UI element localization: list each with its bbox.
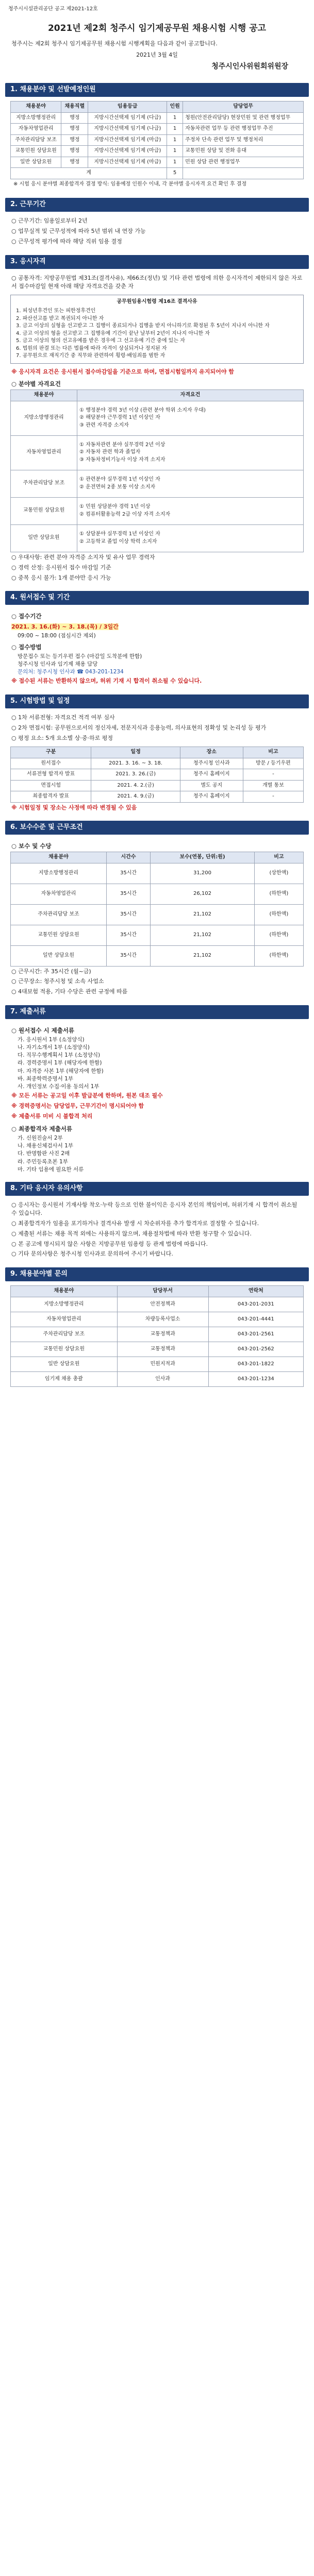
- list-item: 사. 개인정보 수집·이용 동의서 1부: [18, 1083, 100, 1090]
- cell: 자동차영업관리: [11, 884, 107, 904]
- table-row: [11, 112, 304, 124]
- cell: 교통민원 상담요원: [11, 497, 77, 524]
- section-9-header: 9. 채용분야별 문의: [5, 1267, 309, 1281]
- contact-table-wrap: [5, 1285, 309, 1387]
- table-row: [11, 1297, 304, 1312]
- cell: 일반 상담요원: [11, 945, 107, 966]
- cell: 주차관리담당 보조: [11, 134, 61, 146]
- cell: ① 자동차관련 분야 실무경력 2년 이상 ② 자동차 관련 학과 졸업자 ③ 자동차정비기능사 이상 자격 소지자: [77, 435, 304, 470]
- cell: 2021. 4. 2.(금): [91, 780, 180, 791]
- cell: 주정차 단속 관련 업무 및 행정처리: [183, 134, 304, 146]
- th: 시간수: [106, 852, 150, 863]
- table-row: [11, 945, 304, 966]
- cell: 행정: [61, 124, 88, 135]
- contact-table: [10, 1285, 304, 1387]
- cell: 교통민원 상담요원: [11, 1342, 118, 1357]
- table-row: [11, 470, 304, 497]
- schedule-table-wrap: [5, 747, 309, 803]
- cell: 지방시간선택제 임기제 (마급): [88, 157, 167, 168]
- place-value: 청주시청 인사과 임기제 채용 담당: [18, 661, 98, 668]
- cell: 21,102: [151, 945, 255, 966]
- list-item: ○ 근무성적 평가에 따라 해당 직위 임용 결정: [11, 238, 122, 245]
- table-row: [11, 134, 304, 146]
- table-row: [11, 791, 304, 803]
- total-value: 5: [167, 168, 183, 179]
- cell: (하한액): [254, 925, 303, 945]
- period-label: ○ 접수기간: [11, 613, 42, 620]
- section-7-header: 7. 제출서류: [5, 1005, 309, 1019]
- table-header-row: [11, 1286, 304, 1297]
- cell: 청주시 홈페이지: [180, 769, 243, 781]
- list-item: 나. 채용신체검사서 1부: [18, 1143, 73, 1149]
- cell: (하한액): [254, 904, 303, 925]
- cell: 21,102: [151, 925, 255, 945]
- table-header-row: [11, 747, 304, 758]
- section-5-warning: ※ 시험일정 및 장소는 사정에 따라 변경될 수 있음: [11, 804, 137, 811]
- cell: 2021. 4. 9.(금): [91, 791, 180, 803]
- list-item: 마. 자격증 사본 1부 (해당자에 한함): [18, 1067, 104, 1074]
- list-item: 가. 신원진술서 2부: [18, 1134, 63, 1141]
- cell: -: [243, 791, 303, 803]
- th-series: 채용직렬: [61, 101, 88, 113]
- th-field: 채용분야: [11, 390, 77, 401]
- list-item: ※ 모든 서류는 공고일 이후 발급분에 한하며, 원본 대조 필수: [11, 1092, 163, 1099]
- list-item: 1. 피성년후견인 또는 피한정후견인: [16, 308, 96, 314]
- section-2-header: 2. 근무기간: [5, 198, 309, 212]
- list-item: ○ 중복 응시 불가: 1개 분야만 응시 가능: [11, 574, 111, 581]
- list-item: 가. 응시원서 1부 (소정양식): [18, 1036, 85, 1043]
- cell: 043-201-4441: [208, 1312, 303, 1327]
- cell: 26,102: [151, 884, 255, 904]
- list-item: ○ 최종합격자가 임용을 포기하거나 결격사유 발생 시 차순위자를 추가 합격자로 결정할 수 있습니다.: [11, 1219, 259, 1227]
- list-item: 바. 최종학력증명서 1부: [18, 1075, 73, 1082]
- box-title: 공무원임용시험령 제16조 결격사유: [117, 298, 197, 304]
- table-row: [11, 157, 304, 168]
- th: 채용분야: [11, 852, 107, 863]
- cell: 최종합격자 발표: [11, 791, 91, 803]
- list-item: 마. 기타 임용에 필요한 서류: [18, 1166, 84, 1173]
- table-row: [11, 1357, 304, 1371]
- recruitment-table: [10, 101, 304, 179]
- document-page: [5, 0, 309, 1387]
- cell: (하한액): [254, 945, 303, 966]
- cell: 교통민원 상담요원: [11, 925, 107, 945]
- cell: 지방시간선택제 임기제 (나급): [88, 124, 167, 135]
- document-title: 2021년 제2회 청주시 임기제공무원 채용시험 시행 공고: [47, 23, 267, 33]
- cell: 1: [167, 124, 183, 135]
- cell: 35시간: [106, 904, 150, 925]
- cell: 일반 상담요원: [11, 524, 77, 552]
- section-5-header: 5. 시험방법 및 일정: [5, 694, 309, 708]
- th: 보수(연봉, 단위:원): [151, 852, 255, 863]
- th-field: 채용분야: [11, 101, 61, 113]
- cell: 35시간: [106, 884, 150, 904]
- th-duty: 담당업무: [183, 101, 304, 113]
- method-label: ○ 접수방법: [11, 643, 42, 651]
- list-item: ○ 근무장소: 청주시청 및 소속 사업소: [11, 978, 104, 985]
- announce-date: 2021년 3월 4일: [136, 52, 178, 59]
- list-item: ○ 2차 면접시험: 공무원으로서의 정신자세, 전문지식과 응용능력, 의사표현의 정확성 및 논리성 등 평가: [11, 724, 267, 732]
- cell: 043-201-1234: [208, 1371, 303, 1386]
- list-item: ○ 경력 산정: 응시원서 접수 마감일 기준: [11, 564, 111, 571]
- section-4-header: 4. 원서접수 및 기간: [5, 591, 309, 605]
- contact-value: 문의처: 청주시청 인사과 ☎ 043-201-1234: [18, 669, 124, 675]
- cell: 행정: [61, 157, 88, 168]
- th-count: 인원: [167, 101, 183, 113]
- th: 장소: [180, 747, 243, 758]
- cell: 방문 / 등기우편: [243, 758, 303, 769]
- section-3-header: 3. 응시자격: [5, 255, 309, 269]
- cell: 지방소방행정관리: [11, 401, 77, 435]
- th: 구분: [11, 747, 91, 758]
- list-item: 6. 법원의 판결 또는 다른 법률에 따라 자격이 상실되거나 정지된 자: [16, 345, 167, 351]
- cell: 차량등록사업소: [117, 1312, 208, 1327]
- table-header-row: [11, 390, 304, 401]
- cell: 043-201-2031: [208, 1297, 303, 1312]
- table-row: [11, 1371, 304, 1386]
- section-1-note: ※ 시험 응시 분야별 최종합격자 결정 방식: 임용예정 인원수 이내, 각 분야별 응시자격 요건 확인 후 결정: [13, 181, 247, 187]
- intro-text: 청주시는 제2회 청주시 임기제공무원 채용시험 시행계획을 다음과 같이 공고합니다.: [11, 40, 218, 47]
- section-1-table-wrap: [5, 101, 309, 190]
- list-item: 라. 경력증명서 1부 (해당자에 한함): [18, 1060, 102, 1066]
- title-area: [5, 15, 309, 75]
- cell: 교통정책과: [117, 1342, 208, 1357]
- cell: 주차관리담당 보조: [11, 1327, 118, 1342]
- table-row: [11, 904, 304, 925]
- list-item: ※ 경력증명서는 담당업무, 근무기간이 명시되어야 함: [11, 1103, 144, 1110]
- table-row: [11, 401, 304, 435]
- list-item: ○ 제출된 서류는 채용 목적 외에는 사용하지 않으며, 채용절차법에 따라 반환 청구할 수 있습니다.: [11, 1230, 252, 1237]
- th-grade: 임용등급: [88, 101, 167, 113]
- list-item: 다. 반명함판 사진 2매: [18, 1150, 70, 1157]
- cell: ① 행정분야 경력 3년 이상 (관련 분야 학위 소지자 우대) ② 해당분야 근무경력 1년 이상인 자 ③ 관련 자격증 소지자: [77, 401, 304, 435]
- cell: 주차관리담당 보조: [11, 904, 107, 925]
- cell: 35시간: [106, 925, 150, 945]
- list-item: ※ 제출서류 미비 시 불합격 처리: [11, 1113, 93, 1120]
- list-item: 7. 공무원으로 재직기간 중 직무와 관련하여 횡령·배임죄를 범한 자: [16, 353, 166, 359]
- cell: 지방시간선택제 임기제 (마급): [88, 134, 167, 146]
- table-row: [11, 1342, 304, 1357]
- cell: 지방시간선택제 임기제 (다급): [88, 112, 167, 124]
- cell: 청주시 홈페이지: [180, 791, 243, 803]
- section-3-intro: ○ 공통자격: 지방공무원법 제31조(결격사유), 제66조(정년) 및 기타 관련 법령에 의한 응시자격이 제한되지 않은 자로서 접수마감일 현재 아래 해당 자격요건을 갖춘 자: [11, 274, 303, 290]
- cell: [183, 168, 304, 179]
- cell: ① 관련분야 실무경력 1년 이상인 자 ② 운전면허 2종 보통 이상 소지자: [77, 470, 304, 497]
- th: 연락처: [208, 1286, 303, 1297]
- cell: 별도 공지: [180, 780, 243, 791]
- section-4-warning: ※ 접수된 서류는 반환하지 않으며, 허위 기재 시 합격이 취소될 수 있습니다.: [11, 677, 202, 685]
- pay-table: [10, 852, 304, 967]
- list-item: ○ 응시자는 응시원서 기재사항 착오·누락 등으로 인한 불이익은 응시자 본인의 책임이며, 허위기재 시 합격이 취소될 수 있습니다.: [11, 1201, 298, 1216]
- list-item: ○ 업무실적 및 근무성적에 따라 5년 범위 내 연장 가능: [11, 227, 146, 234]
- list-item: ○ 4대보험 적용, 기타 수당은 관련 규정에 따름: [11, 988, 128, 995]
- cell: 행정: [61, 134, 88, 146]
- list-item: ○ 근무기간: 임용일로부터 2년: [11, 217, 88, 224]
- table-header-row: [11, 101, 304, 113]
- list-item: ○ 우대사항: 관련 분야 자격증 소지자 및 유사 업무 경력자: [11, 553, 155, 561]
- pay-table-wrap: [5, 852, 309, 967]
- cell: 민원지적과: [117, 1357, 208, 1371]
- cell: -: [243, 769, 303, 781]
- cell: 지방소방행정관리: [11, 1297, 118, 1312]
- cell: ① 상담분야 실무경력 1년 이상인 자 ② 고등학교 졸업 이상 학력 소지자: [77, 524, 304, 552]
- list-item: 다. 직무수행계획서 1부 (소정양식): [18, 1052, 101, 1059]
- cell: 043-201-1822: [208, 1357, 303, 1371]
- cell: 인사과: [117, 1371, 208, 1386]
- cell: 1: [167, 157, 183, 168]
- list-item: ○ 기타 문의사항은 청주시청 인사과로 문의하여 주시기 바랍니다.: [11, 1250, 173, 1258]
- table-row: [11, 769, 304, 781]
- section-8-header: 8. 기타 응시자 유의사항: [5, 1182, 309, 1196]
- qualification-table: [10, 389, 304, 552]
- cell: 2021. 3. 16. ~ 3. 18.: [91, 758, 180, 769]
- cell: 원서접수: [11, 758, 91, 769]
- cell: 일반 상담요원: [11, 157, 61, 168]
- th: 담당부서: [117, 1286, 208, 1297]
- list-item: 나. 자기소개서 1부 (소정양식): [18, 1044, 90, 1051]
- table-header-row: [11, 852, 304, 863]
- cell: 21,102: [151, 904, 255, 925]
- total-label: 계: [11, 168, 167, 179]
- pay-subtitle: ○ 보수 및 수당: [11, 842, 52, 850]
- issuer: 청주시인사위원회위원장: [211, 62, 288, 71]
- section-6-header: 6. 보수수준 및 근무조건: [5, 821, 309, 835]
- cell: 자동차영업관리: [11, 124, 61, 135]
- docs-subtitle: ○ 원서접수 시 제출서류: [11, 1027, 75, 1035]
- method-value: 방문접수 또는 등기우편 접수 (마감일 도착분에 한함): [18, 653, 142, 659]
- cell: 면접시험: [11, 780, 91, 791]
- table-row: [11, 524, 304, 552]
- cell: (하한액): [254, 884, 303, 904]
- list-item: ○ 1차 서류전형: 자격요건 적격 여부 심사: [11, 714, 115, 721]
- table-row: [11, 435, 304, 470]
- cell: 행정: [61, 146, 88, 157]
- cell: 청원(안전관리담당) 현장민원 및 관련 행정업무: [183, 112, 304, 124]
- table-row: [11, 925, 304, 945]
- top-note: 청주시시설관리공단 공고 제2021-12호: [8, 6, 98, 12]
- cell: 일반 상담요원: [11, 1357, 118, 1371]
- period-value: 2021. 3. 16.(화) ~ 3. 18.(목) / 3일간: [11, 623, 119, 630]
- list-item: 3. 금고 이상의 실형을 선고받고 그 집행이 종료되거나 집행을 받지 아니하기로 확정된 후 5년이 지나지 아니한 자: [16, 323, 270, 329]
- cell: 2021. 3. 26.(금): [91, 769, 180, 781]
- cell: 주차관리담당 보조: [11, 470, 77, 497]
- cell: 지방소방행정관리: [11, 112, 61, 124]
- cell: 청주시청 인사과: [180, 758, 243, 769]
- cell: 자동차관련 업무 등 관련 행정업무 추진: [183, 124, 304, 135]
- cell: 1: [167, 112, 183, 124]
- list-item: ○ 평정 요소: 5개 요소별 상·중·하로 평정: [11, 735, 113, 742]
- section-3-warning: ※ 응시자격 요건은 응시원서 접수마감일을 기준으로 하며, 면접시험일까지 유지되어야 함: [11, 368, 234, 375]
- final-docs-subtitle: ○ 최종합격자 제출서류: [11, 1125, 73, 1133]
- cell: (상한액): [254, 863, 303, 884]
- disqualification-box: [10, 295, 304, 364]
- table-row: [11, 780, 304, 791]
- cell: 자동차영업관리: [11, 435, 77, 470]
- cell: 교통민원 상담 및 전화 응대: [183, 146, 304, 157]
- cell: 35시간: [106, 863, 150, 884]
- list-item: 라. 주민등록초본 1부: [18, 1158, 68, 1165]
- hours-value: 09:00 ~ 18:00 (점심시간 제외): [18, 632, 96, 639]
- qualification-subtitle: ○ 분야별 자격요건: [11, 380, 61, 388]
- section-1-header: 1. 채용분야 및 선발예정인원: [5, 83, 309, 97]
- th: 채용분야: [11, 1286, 118, 1297]
- cell: 1: [167, 146, 183, 157]
- cell: 지방시간선택제 임기제 (마급): [88, 146, 167, 157]
- cell: 자동차영업관리: [11, 1312, 118, 1327]
- table-row: [11, 146, 304, 157]
- cell: 민원 상담 관련 행정업무: [183, 157, 304, 168]
- table-row: [11, 1327, 304, 1342]
- list-item: ○ 본 공고에 명시되지 않은 사항은 지방공무원 임용령 등 관계 법령에 따릅니다.: [11, 1240, 208, 1247]
- th: 비고: [254, 852, 303, 863]
- th: 비고: [243, 747, 303, 758]
- table-row: [11, 758, 304, 769]
- list-item: 4. 금고 이상의 형을 선고받고 그 집행유예 기간이 끝난 날부터 2년이 지나지 아니한 자: [16, 330, 210, 336]
- table-row: [11, 863, 304, 884]
- cell: 35시간: [106, 945, 150, 966]
- table-row: [11, 124, 304, 135]
- table-row: [11, 497, 304, 524]
- cell: 043-201-2561: [208, 1327, 303, 1342]
- cell: 교통민원 상담요원: [11, 146, 61, 157]
- table-row: [11, 884, 304, 904]
- cell: 교통정책과: [117, 1327, 208, 1342]
- cell: 1: [167, 134, 183, 146]
- qualification-table-wrap: [5, 389, 309, 552]
- cell: 서류전형 합격자 발표: [11, 769, 91, 781]
- cell: 행정: [61, 112, 88, 124]
- cell: 개별 통보: [243, 780, 303, 791]
- list-item: 5. 금고 이상의 형의 선고유예를 받은 경우에 그 선고유예 기간 중에 있는 자: [16, 338, 185, 344]
- table-total-row: [11, 168, 304, 179]
- th: 일정: [91, 747, 180, 758]
- list-item: ○ 근무시간: 주 35시간 (월~금): [11, 968, 91, 975]
- schedule-table: [10, 747, 304, 803]
- cell: ① 민원 상담분야 경력 1년 이상 ② 컴퓨터활용능력 2급 이상 자격 소지자: [77, 497, 304, 524]
- cell: 043-201-2562: [208, 1342, 303, 1357]
- th-req: 자격요건: [77, 390, 304, 401]
- list-item: 2. 파산선고를 받고 복권되지 아니한 자: [16, 315, 104, 321]
- table-row: [11, 1312, 304, 1327]
- cell: 지방소방행정관리: [11, 863, 107, 884]
- cell: 31,200: [151, 863, 255, 884]
- cell: 안전정책과: [117, 1297, 208, 1312]
- cell: 임기제 채용 총괄: [11, 1371, 118, 1386]
